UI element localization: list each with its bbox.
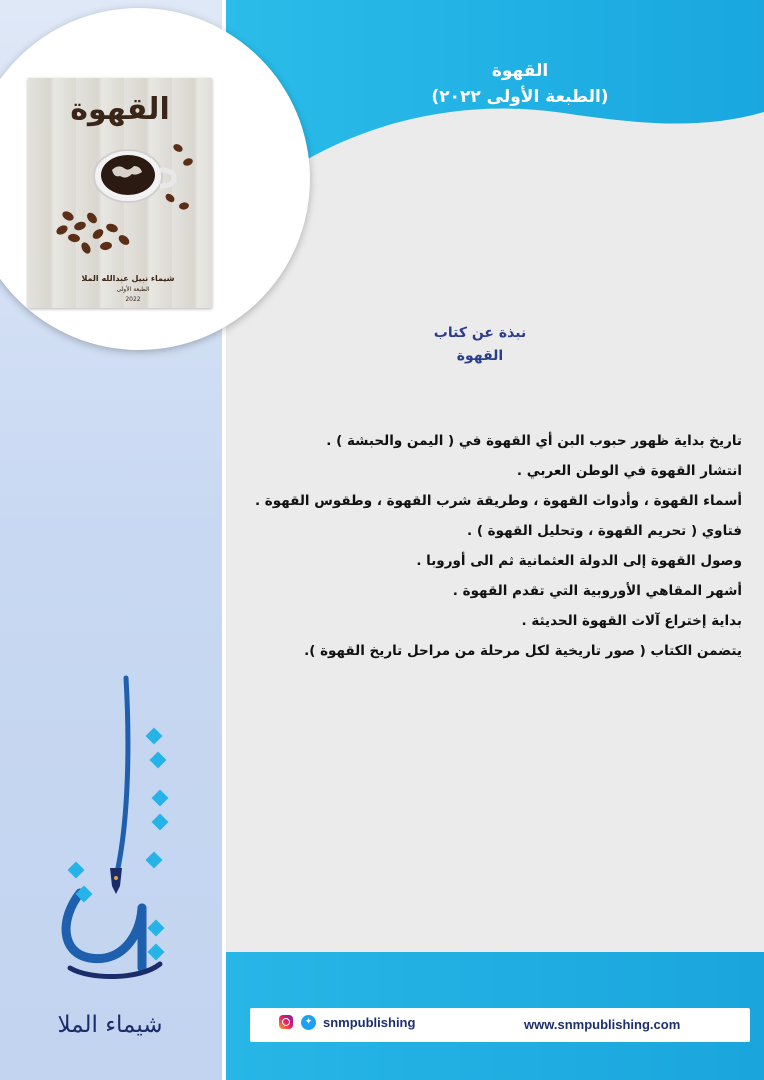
about-heading <box>420 322 540 368</box>
book-title: القهوة <box>491 61 549 81</box>
twitter-icon: ✦ <box>301 1015 316 1030</box>
content-point: انتشار القهوة في الوطن العربي . <box>516 463 742 479</box>
website-url[interactable]: www.snmpublishing.com <box>524 1017 681 1032</box>
content-point: يتضمن الكتاب ( صور تاريخية لكل مرحلة من مراحل تاريخ القهوة ). <box>304 643 742 659</box>
content-point: وصول القهوة إلى الدولة العثمانية ثم الى أوروبا . <box>416 553 742 569</box>
content-point: أسماء القهوة ، وأدوات القهوة ، وطريقة شرب القهوة ، وطقوس القهوة . <box>254 493 742 509</box>
cover-author: شيماء نبيل عبدالله الملا <box>81 274 175 283</box>
cover-title: القهوة <box>70 92 170 127</box>
content-point: أشهر المقاهي الأوروبية التي تقدم القهوة . <box>452 583 742 599</box>
content-point: فتاوي ( تحريم القهوة ، وتحليل القهوة ) . <box>466 523 742 539</box>
content-point: تاريخ بداية ظهور حبوب البن أي القهوة في ( اليمن والحبشة ) . <box>326 433 742 449</box>
book-cover-image <box>28 78 212 308</box>
cover-edition: الطبعة الأولى <box>116 286 150 293</box>
pen-logo-icon <box>30 668 200 1008</box>
coffee-cup-icon <box>28 78 212 258</box>
book-header <box>390 58 650 110</box>
logo-name: شيماء الملا <box>57 1012 163 1038</box>
instagram-icon <box>279 1015 293 1029</box>
social-handle: snmpublishing <box>323 1015 416 1030</box>
about-line-2: القهوة <box>456 348 504 364</box>
content-point: بداية إختراع آلات القهوة الحديثة . <box>521 613 742 629</box>
content-points <box>246 426 742 666</box>
cover-year: 2022 <box>125 296 141 303</box>
book-edition: (الطبعة الأولى ٢٠٢٢) <box>431 87 609 107</box>
about-line-1: نبذة عن كتاب <box>433 325 527 341</box>
